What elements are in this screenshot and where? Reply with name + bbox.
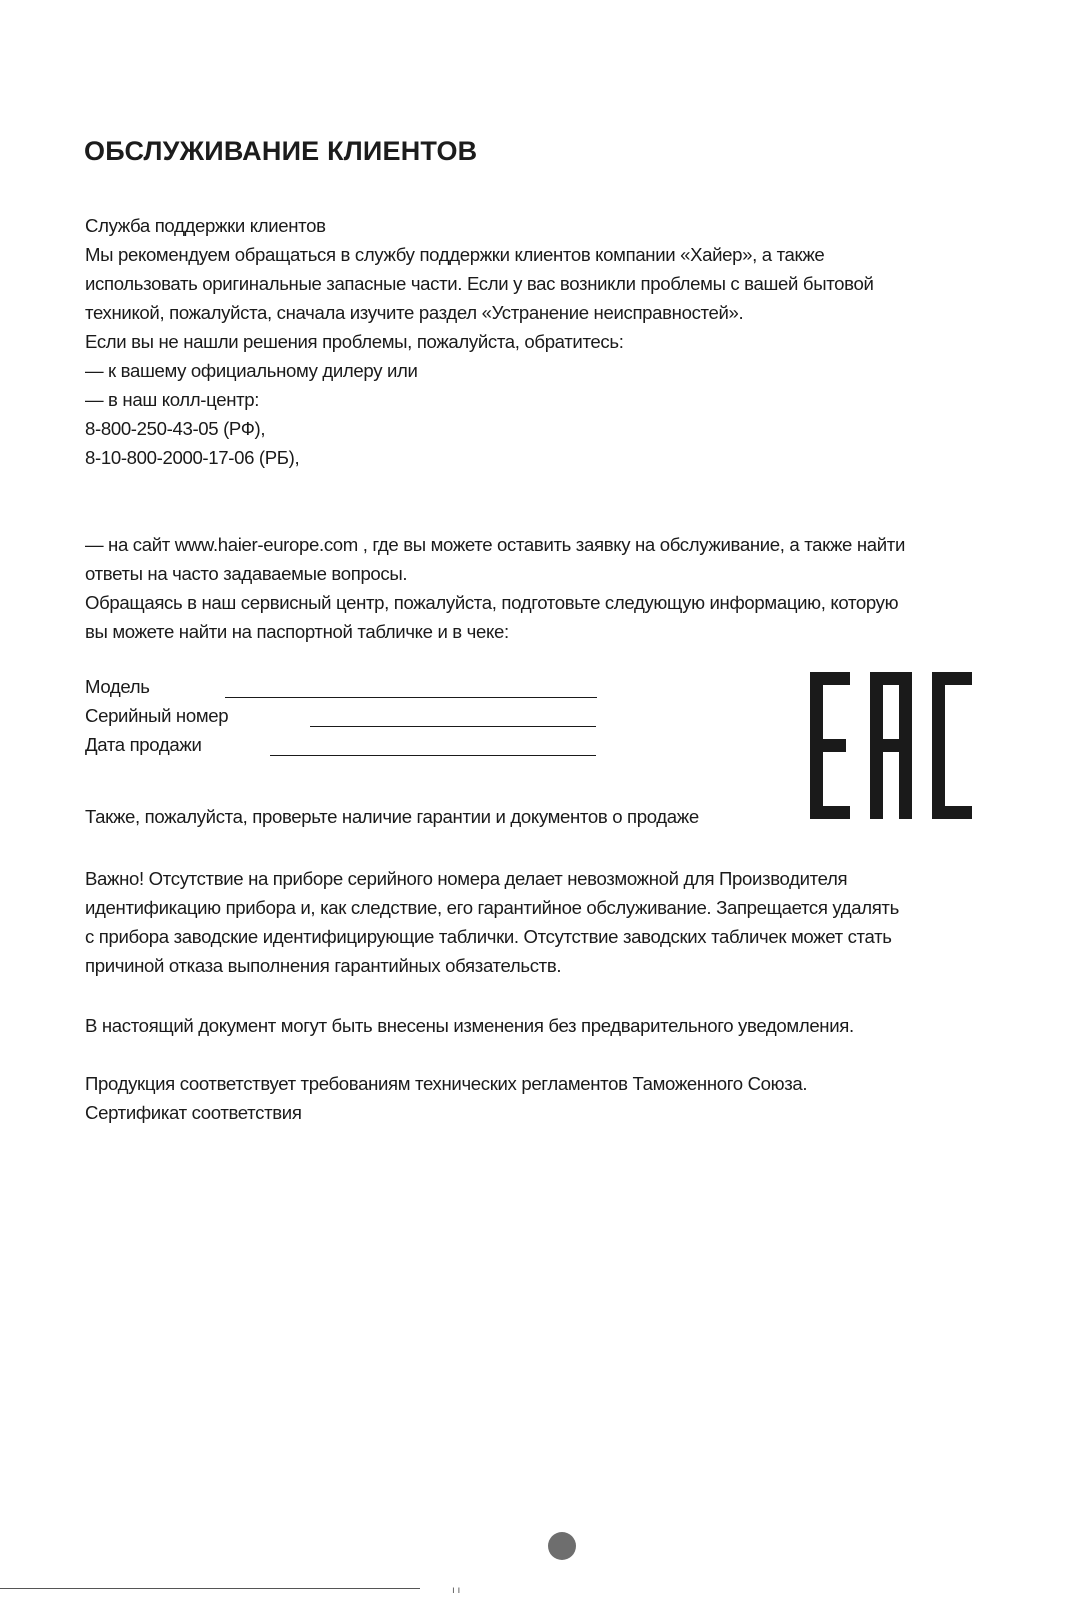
intro-line-1: Служба поддержки клиентов	[85, 215, 326, 236]
model-label: Модель	[85, 676, 150, 697]
intro-line-4: техникой, пожалуйста, сначала изучите раздел «Устранение неисправностей».	[85, 302, 744, 323]
phone-ru: 8-800-250-43-05 (РФ),	[85, 418, 266, 439]
important-line-1: Важно! Отсутствие на приборе серийного номера делает невозможной для Производителя	[85, 868, 848, 889]
check-docs-text: Также, пожалуйста, проверьте наличие гарантии и документов о продаже	[85, 806, 699, 827]
conformity-line-1: Продукция соответствует требованиям технических регламентов Таможенного Союза.	[85, 1073, 808, 1094]
intro-line-6: — к вашему официальному дилеру или	[85, 360, 418, 381]
bottom-tick: ı ı	[452, 1585, 461, 1596]
important-line-4: причиной отказа выполнения гарантийных обязательств.	[85, 955, 562, 976]
important-line-3: с прибора заводские идентифицирующие таблички. Отсутствие заводских табличек может стать	[85, 926, 892, 947]
web-line-4: вы можете найти на паспортной табличке и в чеке:	[85, 621, 509, 642]
page-marker-dot	[548, 1532, 576, 1560]
change-notice: В настоящий документ могут быть внесены изменения без предварительного уведомления.	[85, 1015, 854, 1036]
conformity-line-2: Сертификат соответствия	[85, 1102, 302, 1123]
serial-label: Серийный номер	[85, 705, 229, 726]
model-fill-line	[225, 697, 597, 698]
intro-line-2: Мы рекомендуем обращаться в службу поддержки клиентов компании «Хайер», а также	[85, 244, 825, 265]
intro-line-3: использовать оригинальные запасные части. Если у вас возникли проблемы с вашей бытовой	[85, 273, 874, 294]
important-line-2: идентификацию прибора и, как следствие, его гарантийное обслуживание. Запрещается удалять	[85, 897, 899, 918]
bottom-rule	[0, 1588, 420, 1589]
web-line-1: — на сайт www.haier-europe.com , где вы можете оставить заявку на обслуживание, а также найти	[85, 534, 905, 555]
web-line-2: ответы на часто задаваемые вопросы.	[85, 563, 408, 584]
page-title: ОБСЛУЖИВАНИЕ КЛИЕНТОВ	[84, 136, 478, 166]
eac-logo	[810, 672, 972, 819]
phone-by: 8-10-800-2000-17-06 (РБ),	[85, 447, 300, 468]
web-line-3: Обращаясь в наш сервисный центр, пожалуйста, подготовьте следующую информацию, которую	[85, 592, 899, 613]
date-fill-line	[270, 755, 596, 756]
intro-line-5: Если вы не нашли решения проблемы, пожалуйста, обратитесь:	[85, 331, 624, 352]
date-label: Дата продажи	[85, 734, 202, 755]
intro-line-7: — в наш колл-центр:	[85, 389, 260, 410]
serial-fill-line	[310, 726, 596, 727]
